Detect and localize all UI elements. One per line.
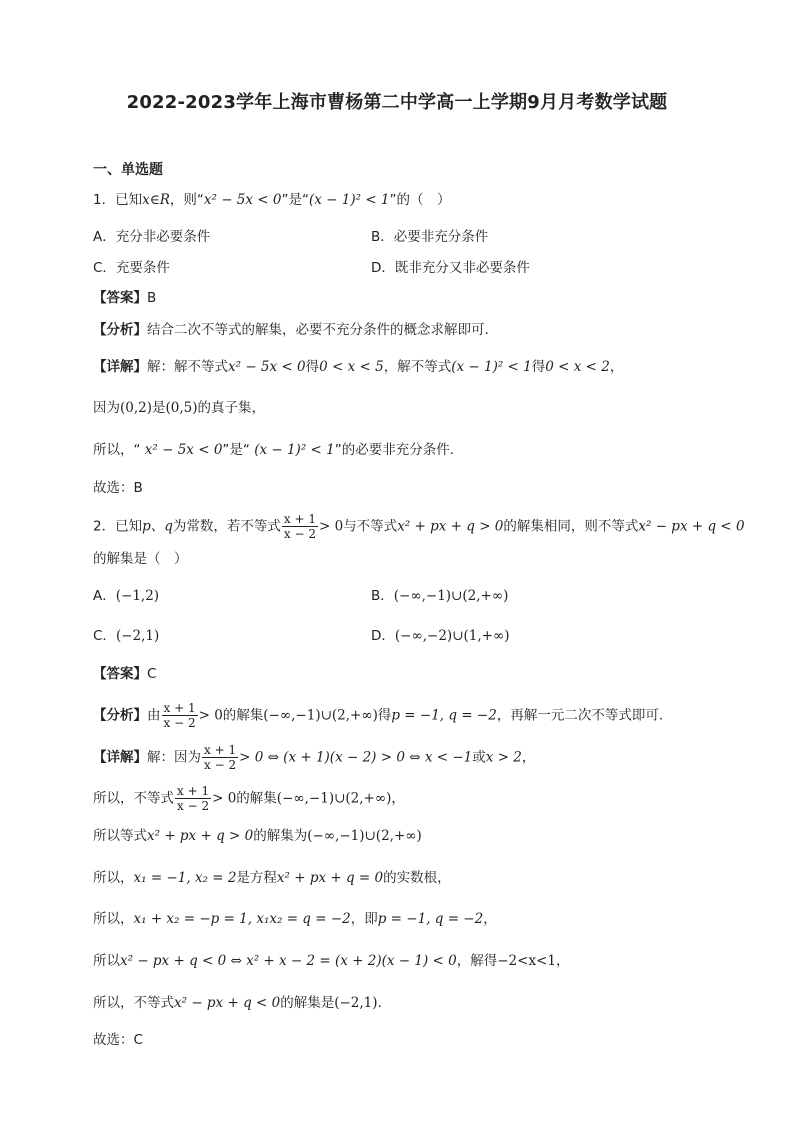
- q2-option-a: A．(−1,2): [93, 588, 160, 604]
- q1-option-b: B．必要非充分条件: [371, 229, 489, 245]
- q2-detail-line-5: 所以，x₁ + x₂ = −p = 1, x₁x₂ = q = −2，即p = −1, q = −2，: [93, 911, 497, 927]
- q1-detail-line-3: 所以，“ x² − 5x < 0”是“ (x − 1)² < 1”的必要非充分条件.: [93, 442, 455, 458]
- q2-detail-line-6: 所以x² − px + q < 0 ⇔ x² + x − 2 = (x + 2)(x − 1) < 0，解得−2<x<1，: [93, 953, 570, 969]
- q2-detail-line-3: 所以等式x² + px + q > 0的解集为(−∞,−1)∪(2,+∞): [93, 828, 422, 844]
- q2-option-d: D．(−∞,−2)∪(1,+∞): [371, 628, 510, 644]
- page-title: 2022-2023学年上海市曹杨第二中学高一上学期9月月考数学试题: [126, 92, 668, 113]
- q1-answer: 【答案】B: [93, 290, 157, 306]
- q1-choice: 故选：B: [93, 480, 143, 496]
- q1-detail-line-1: 【详解】解：解不等式x² − 5x < 0得0 < x < 5，解不等式(x − 1)² < 1得0 < x < 2，: [93, 359, 624, 375]
- q2-choice: 故选：C: [93, 1032, 143, 1048]
- q2-stem-line-2: 的解集是（ ）: [93, 551, 188, 567]
- q1-option-c: C．充要条件: [93, 260, 170, 276]
- q1-detail-line-2: 因为(0,2)是(0,5)的真子集，: [93, 400, 266, 416]
- q2-analysis: 【分析】由 $\frac{x + 1}{x - 2}$ > 0的解集(−∞,−1)∪(2,+∞)得p = −1, q = −2，再解一元二次不等式即可.: [93, 701, 664, 730]
- q1-analysis: 【分析】结合二次不等式的解集，必要不充分条件的概念求解即可.: [93, 322, 489, 338]
- q1-option-d: D．既非充分又非必要条件: [371, 260, 530, 276]
- q2-fraction: $\frac{x + 1}{x - 2}$: [283, 512, 316, 541]
- q2-answer: 【答案】C: [93, 666, 157, 682]
- q2-detail-line-2: 所以，不等式 $\frac{x + 1}{x - 2}$ > 0的解集(−∞,−1)∪(2,+∞)，: [93, 784, 405, 813]
- q2-detail-line-1: 【详解】解：因为 $\frac{x + 1}{x - 2}$ > 0 ⇔ (x + 1)(x − 2) > 0 ⇔ x < −1或x > 2，: [93, 743, 536, 772]
- q2-option-c: C．(−2,1): [93, 628, 160, 644]
- q2-detail-line-7: 所以，不等式x² − px + q < 0的解集是(−2,1).: [93, 995, 382, 1011]
- q2-stem: 2．已知p、q为常数，若不等式 $\frac{x + 1}{x - 2}$ > 0与不等式x² + px + q > 0的解集相同，则不等式x² − px + q < 0: [93, 512, 745, 541]
- q2-option-b: B．(−∞,−1)∪(2,+∞): [371, 588, 509, 604]
- section-heading: 一、单选题: [93, 162, 163, 178]
- q1-stem: 1．已知x∈R，则“x² − 5x < 0”是“(x − 1)² < 1”的（ ）: [93, 192, 451, 208]
- q2-detail-line-4: 所以，x₁ = −1, x₂ = 2是方程x² + px + q = 0的实数根，: [93, 870, 451, 886]
- q1-option-a: A．充分非必要条件: [93, 229, 211, 245]
